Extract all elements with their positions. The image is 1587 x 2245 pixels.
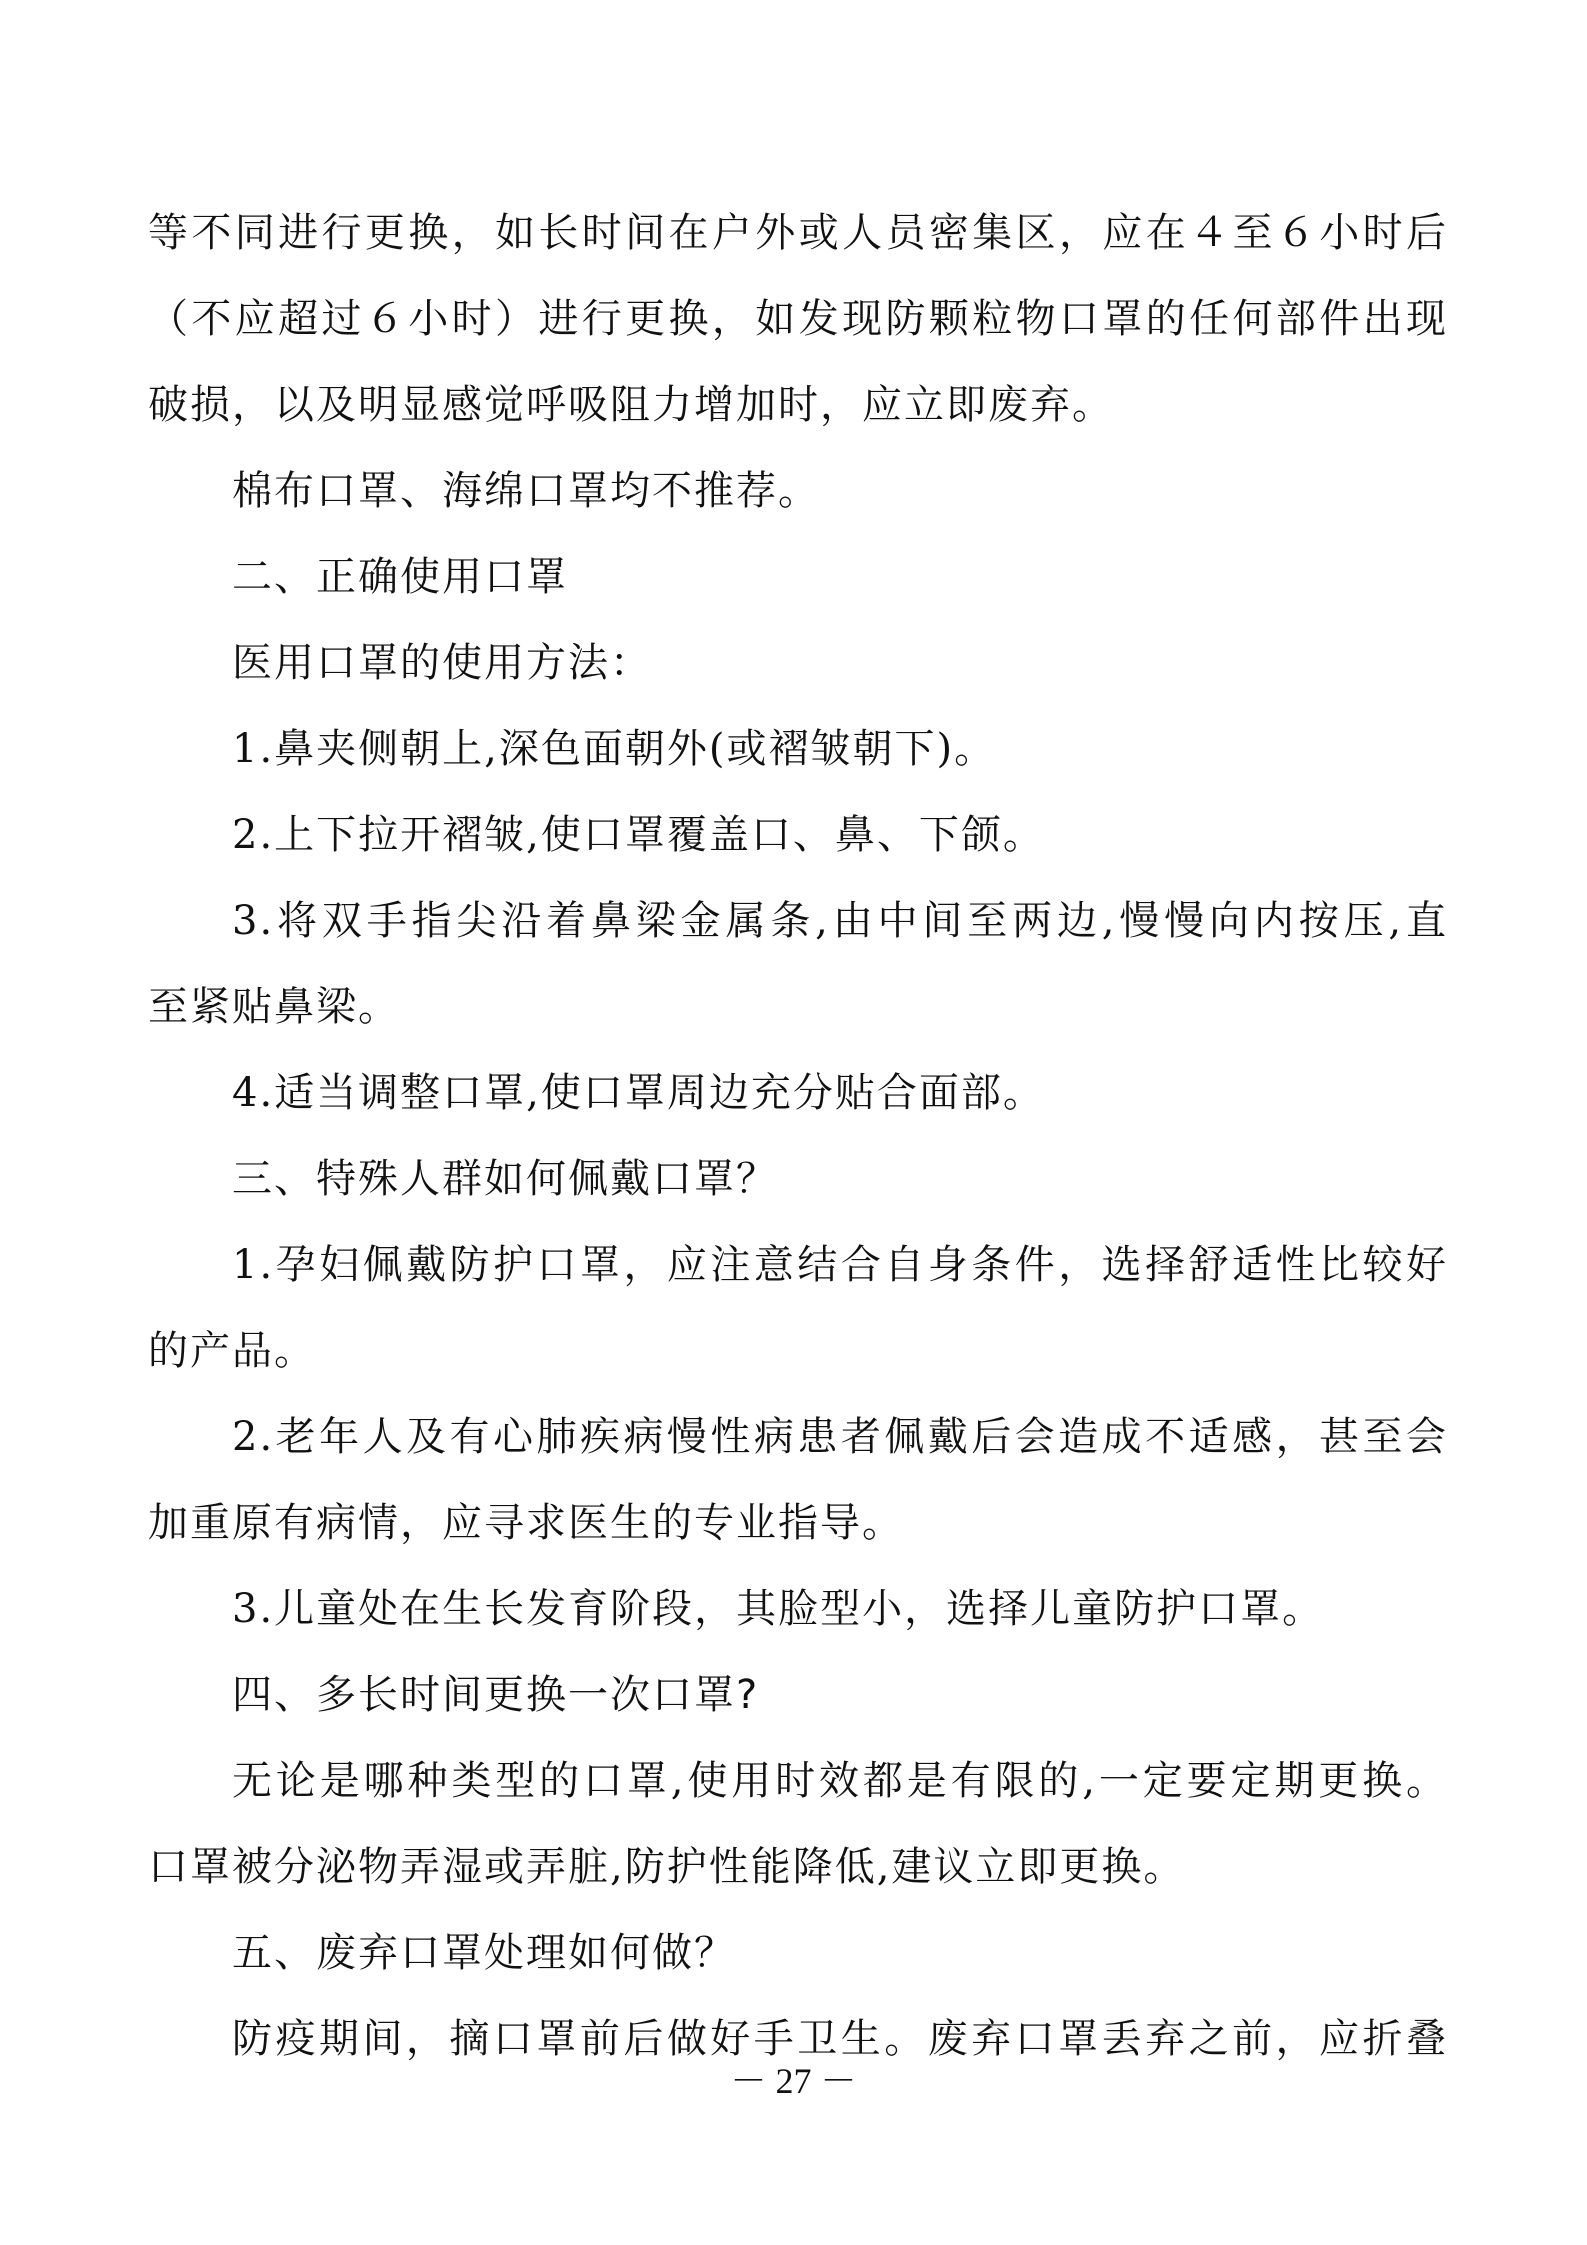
paragraph-line: 医用口罩的使用方法： bbox=[232, 640, 652, 686]
section-heading: 二、正确使用口罩 bbox=[232, 554, 568, 600]
section-heading: 五、废弃口罩处理如何做？ bbox=[232, 1930, 736, 1976]
page-number: － 27 － bbox=[730, 2061, 857, 2101]
list-item-continuation: 加重原有病情，应寻求医生的专业指导。 bbox=[148, 1500, 904, 1546]
paragraph-line: 等不同进行更换，如长时间在户外或人员密集区，应在４至６小时后 bbox=[148, 210, 1448, 256]
list-item-continuation: 至紧贴鼻梁。 bbox=[148, 984, 400, 1030]
list-item: 3.儿童处在生长发育阶段，其脸型小，选择儿童防护口罩。 bbox=[232, 1586, 1325, 1632]
paragraph-line: 口罩被分泌物弄湿或弄脏,防护性能降低,建议立即更换。 bbox=[148, 1844, 1186, 1890]
paragraph-line: 无论是哪种类型的口罩,使用时效都是有限的,一定要定期更换。 bbox=[232, 1758, 1448, 1804]
section-heading: 三、特殊人群如何佩戴口罩？ bbox=[232, 1156, 778, 1202]
list-item: 4.适当调整口罩,使口罩周边充分贴合面部。 bbox=[232, 1070, 1045, 1116]
list-item: 2.上下拉开褶皱,使口罩覆盖口、鼻、下颌。 bbox=[232, 812, 1045, 858]
list-item-continuation: 的产品。 bbox=[148, 1328, 316, 1374]
list-item: 3.将双手指尖沿着鼻梁金属条,由中间至两边,慢慢向内按压,直 bbox=[232, 898, 1448, 944]
list-item: 1.鼻夹侧朝上,深色面朝外(或褶皱朝下)。 bbox=[232, 726, 997, 772]
section-heading: 四、多长时间更换一次口罩? bbox=[232, 1672, 760, 1718]
paragraph-line: 破损，以及明显感觉呼吸阻力增加时，应立即废弃。 bbox=[148, 382, 1114, 428]
paragraph-line: （不应超过６小时）进行更换，如发现防颗粒物口罩的任何部件出现 bbox=[148, 296, 1448, 342]
list-item: 1.孕妇佩戴防护口罩，应注意结合自身条件，选择舒适性比较好 bbox=[232, 1242, 1448, 1288]
list-item: 2.老年人及有心肺疾病慢性病患者佩戴后会造成不适感，甚至会 bbox=[232, 1414, 1448, 1460]
page-body bbox=[148, 190, 1448, 2082]
paragraph-line: 防疫期间，摘口罩前后做好手卫生。废弃口罩丢弃之前，应折叠 bbox=[232, 2016, 1448, 2062]
paragraph-line: 棉布口罩、海绵口罩均不推荐。 bbox=[232, 468, 820, 514]
